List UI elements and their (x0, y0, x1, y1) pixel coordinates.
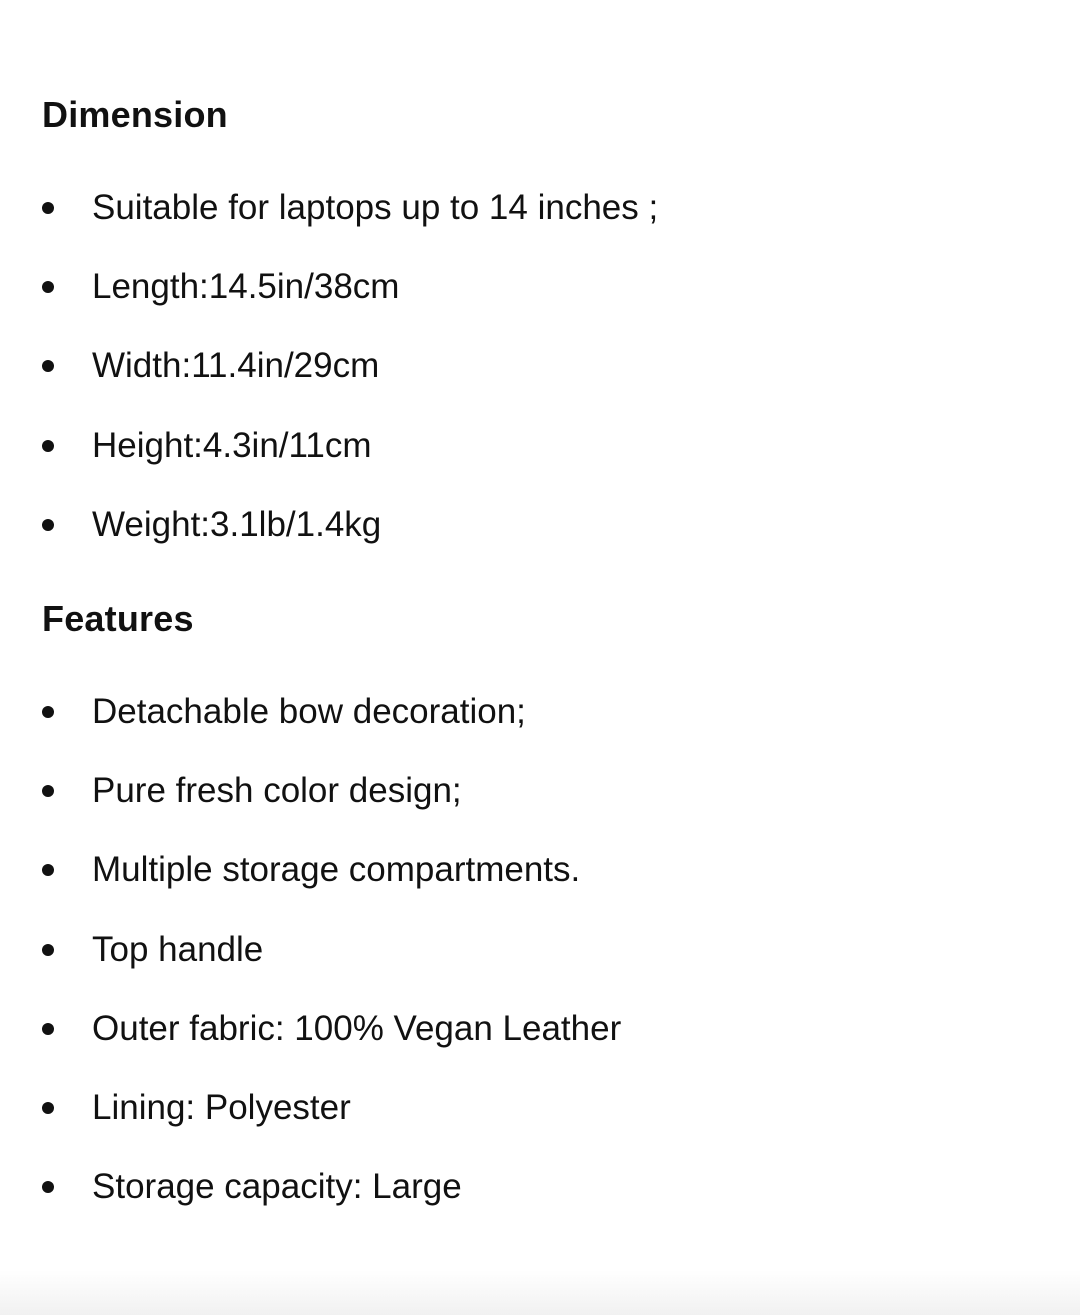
feature-item-outer-fabric (42, 1007, 621, 1086)
dimension-item-length (42, 265, 658, 344)
dimension-item-text: Length:14.5in/38cm (92, 267, 400, 307)
feature-item-color (42, 769, 621, 848)
bullet-icon (42, 281, 54, 293)
feature-item-compartments (42, 848, 621, 927)
bullet-icon (42, 440, 54, 452)
feature-item-text: Top handle (92, 929, 264, 969)
feature-item-text: Pure fresh color design; (92, 771, 462, 811)
features-heading: Features (42, 598, 194, 639)
bullet-icon (42, 706, 54, 718)
features-list (42, 690, 621, 1244)
bullet-icon (42, 1181, 54, 1193)
feature-item-text: Lining: Polyester (92, 1087, 351, 1127)
bullet-icon (42, 519, 54, 531)
bullet-icon (42, 944, 54, 956)
feature-item-handle (42, 928, 621, 1007)
dimension-heading: Dimension (42, 94, 228, 135)
feature-item-text: Multiple storage compartments. (92, 850, 581, 890)
feature-item-bow (42, 690, 621, 769)
bullet-icon (42, 864, 54, 876)
bullet-icon (42, 202, 54, 214)
bullet-icon (42, 360, 54, 372)
dimension-item-text: Width:11.4in/29cm (92, 346, 380, 386)
bullet-icon (42, 785, 54, 797)
feature-item-text: Storage capacity: Large (92, 1167, 462, 1207)
feature-item-lining (42, 1086, 621, 1165)
bullet-icon (42, 1023, 54, 1035)
dimension-item-text: Weight:3.1lb/1.4kg (92, 504, 382, 544)
bullet-icon (42, 1102, 54, 1114)
dimension-item-text: Height:4.3in/11cm (92, 425, 372, 465)
feature-item-text: Outer fabric: 100% Vegan Leather (92, 1008, 622, 1048)
feature-item-text: Detachable bow decoration; (92, 692, 526, 731)
bottom-edge-shade (0, 1270, 1080, 1315)
dimension-list (42, 186, 658, 582)
dimension-item-text: Suitable for laptops up to 14 inches ; (92, 188, 659, 227)
dimension-item-weight (42, 503, 658, 582)
feature-item-storage-capacity (42, 1165, 621, 1244)
dimension-item-height (42, 424, 658, 503)
dimension-item-laptop-size (42, 186, 658, 265)
dimension-item-width (42, 344, 658, 423)
